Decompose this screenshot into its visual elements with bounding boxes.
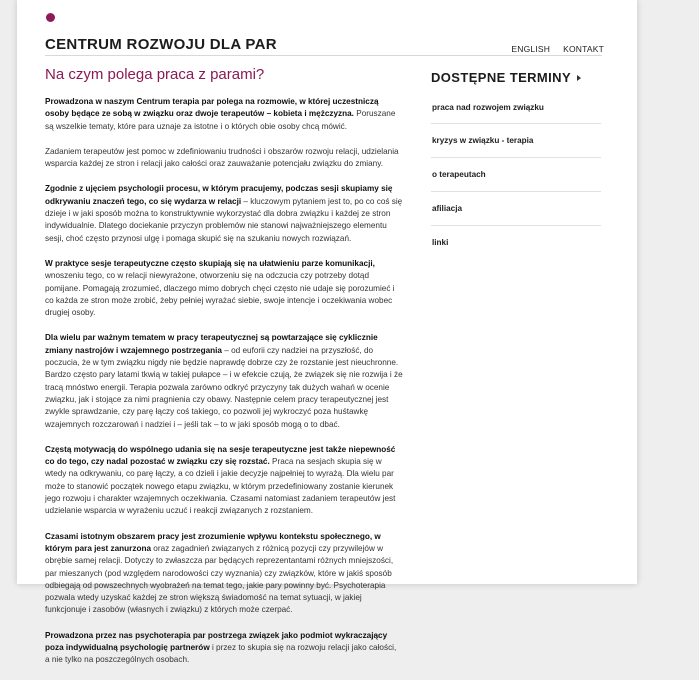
header-divider — [45, 55, 602, 56]
paragraph — [45, 96, 403, 133]
paragraph-bold: W praktyce sesje terapeutyczne często skupiają się na ułatwieniu parze komunikacji, — [45, 258, 375, 268]
paragraph-text: wnoszeniu tego, co w relacji niewyrażone, otworzeniu się na odczucia czy potrzeby dotąd pomijane. Pomagają zrozumieć, dlaczego mimo dobrych chęci często nie udaje się porozumieć i co każda ze stron może zrobić, żeby pełniej wyrażać siebie, swoje intencje i oczekiwania wobec drugiej osoby. — [45, 271, 395, 318]
nav-kontakt-link[interactable]: KONTAKT — [563, 44, 604, 54]
paragraph-bold: Prowadzona przez nas psychoterapia par postrzega związek jako podmiot wykraczający poza indywidualną psychologię partnerów — [45, 630, 388, 652]
paragraph — [45, 332, 403, 430]
page — [17, 0, 637, 665]
main-content — [45, 66, 403, 680]
paragraph-text: Zadaniem terapeutów jest pomoc w zdefiniowaniu trudności i obszarów rozwoju relacji, udzielania wsparcia każdej ze stron i relacji jako całości oraz zauważanie potencjału związku do zmiany. — [45, 146, 399, 169]
page-title: Na czym polega praca z parami? — [45, 66, 265, 83]
sidebar-item-linki[interactable]: linki — [432, 238, 449, 247]
sidebar-title-label: DOSTĘPNE TERMINY — [431, 70, 572, 85]
sidebar — [431, 70, 601, 259]
sidebar-item-kryzys[interactable]: kryzys w związku - terapia — [431, 124, 601, 158]
paragraph — [45, 146, 403, 171]
paragraph — [45, 531, 403, 617]
paragraph-text: – kluczowym pytaniem jest to, po co coś się dzieje i w jaki sposób można to konstruktywnie wykorzystać dla dobra związku i każdej ze stron indywidualnie. Dlatego dociekanie przyczyn problemów nie stanowi najważniejszego elementu sesji, choć często przynosi ulgę i pomaga skupić się na szukaniu nowych rozwiązań. — [45, 196, 403, 243]
paragraph — [45, 258, 403, 319]
arrow-right-icon — [577, 75, 581, 81]
sidebar-item-rozwoj[interactable]: praca nad rozwojem związku — [431, 99, 601, 124]
paragraph-bold: Czasami istotnym obszarem pracy jest zrozumienie wpływu kontekstu społecznego, w którym para jest zanurzona — [45, 531, 381, 553]
paragraph-bold: Dla wielu par ważnym tematem w pracy terapeutycznej są powtarzające się cyklicznie zmiany nastrojów i wzajemnego postrzegania — [45, 333, 378, 355]
paragraph-text: Poruszane są wszelkie tematy, które para uznaje za istotne i o których obie osoby chcą mówić. — [45, 109, 396, 131]
paragraph-text: i przez to skupia się na rozwoju relacji jako całości, a nie tylko na poszczególnych osobach. — [45, 642, 397, 665]
paragraph-text: Praca na sesjach skupia się w wtedy na odkrywaniu, co parę łączy, a co dzieli i jakie decyzje najpełniej to wyrażą. Dla wielu par może to stanowić początek nowego etapu związku, w którym przedefiniowany zostanie kierunek jego rozwoju i charakter wzajemnych oczekiwania. Czasami natomiast zadaniem terapeutów jest udzielanie wsparcia w wyrażeniu uczuć i reakcji związanych z rozstaniem. — [45, 457, 396, 516]
top-nav — [511, 44, 604, 54]
nav-english-link[interactable]: ENGLISH — [511, 44, 551, 54]
paragraph-text: oraz zagadnień związanych z różnicą pozycji czy przywilejów w obrębie samej relacji. Dotyczy to zwłaszcza par będących reprezentantami różnych mniejszości, par mieszanych (pod względem narodowości czy wyznania) czy związków, które w jakiś sposób odbiegają od powszechnych wyobrażeń na temat tego, jakie pary powinny być. Psychoterapia pozwala wtedy uzyskać każdej ze stron większą świadomość na temat sytuacji, w jakiej funkcjonuje i zasobów (własnych i związku) z których może czerpać. — [45, 543, 394, 615]
paragraph — [45, 183, 403, 244]
paragraph-text: – od euforii czy nadziei na przyszłość, do poczucia, że w tym związku nigdy nie będzie naprawdę dobrze czy że rozstanie jest nieuchronne. Bardzo często pary latami tkwią w takiej pułapce – i w efekcie czują, że związek się nie rozwija i że tracą mnóstwo energii. Terapia pozwala zarówno odkryć przyczyny tak dużych wahań w ocenie związku, jak i stojące za nimi pragnienia czy obawy. Następnie celem pracy terapeutycznej jest zwykle sprawdzanie, czy parę łączy coś takiego, co pozwoli jej wykroczyć poza huśtawkę wzajemnych rozczarowań i nadziei i – jeśli tak – to w jaki sposób mogą o to dbać. — [45, 345, 403, 429]
logo-dot-icon — [46, 13, 55, 22]
sidebar-title[interactable] — [431, 70, 601, 85]
paragraph-bold: Zgodnie z ujęciem psychologii procesu, w którym pracujemy, podczas sesji skupiamy się odkrywaniu znaczeń tego, co się wydarza w relacji — [45, 184, 393, 206]
paragraph-bold: Prowadzona w naszym Centrum terapia par polega na rozmowie, w której uczestniczą osoby będące ze sobą w związku oraz dwoje terapeutów – kobieta i mężczyzna. — [45, 97, 379, 119]
paragraph-bold: Częstą motywacją do wspólnego udania się na sesje terapeutyczne jest także niepewność co do tego, czy nadal pozostać w związku czy się rozstać. — [45, 444, 396, 467]
sidebar-item-terapeuci[interactable]: o terapeutach — [431, 158, 601, 192]
sidebar-item-afiliacja[interactable]: afiliacja — [431, 192, 601, 226]
site-brand[interactable]: CENTRUM ROZWOJU DLA PAR — [45, 36, 277, 53]
paragraph — [45, 444, 403, 518]
paragraph — [45, 630, 403, 667]
